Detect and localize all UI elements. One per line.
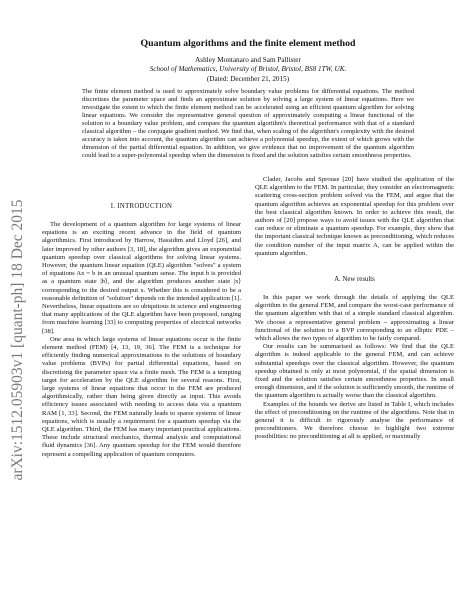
paper-date: (Dated: December 21, 2015) <box>206 75 290 83</box>
intro-paragraph-1: The development of a quantum algorithm for large systems of linear equations is an exciting recent advance in the field of quantum algorithmics. First introduced by Harrow, Hassidim and Lloyd [26], and later improved by other authors [3, 18], the algorithm gives an exponential quantum speedup over classical algorithms for solving linear systems. However, the quantum linear equation (QLE) algorithm "solves" a system of equations Ax = b in an unusual quantum sense. The input b is provided as a quantum state |b⟩, and the algorithm produces another state |x⟩ corresponding to the desired output x. Whether this is considered to be a reasonable definition of "solution" depends on the intended application [1]. Nevertheless, linear equations are so ubiquitous in science and engineering that many applications of the QLE algorithm have been proposed, ranging from machine learning [33] to computing properties of electrical networks [38]. <box>42 221 241 335</box>
right-column <box>255 176 454 442</box>
results-paragraph-2: Our results can be summarised as follows: We find that the QLE algorithm is indeed applicable to the general FEM, and can achieve substantial speedups over the classical algorithm. However, the quantum speedup obtained is only at most polynomial, if the spatial dimension is fixed and the solution satisfies certain smoothness properties. In small enough dimension, and if the solution is sufficiently smooth, the runtime of the quantum algorithm is actually worse than the classical algorithm. <box>255 343 454 400</box>
section-heading-introduction: I. INTRODUCTION <box>110 203 173 210</box>
subsection-heading-new-results: A. New results <box>334 276 375 284</box>
results-paragraph-3: Examples of the bounds we derive are listed in Table I, which includes the effect of preconditioning on the runtime of the algorithms. Note that in general it is difficult to rigorously analyse the performance of preconditioners. We therefore choose to highlight two extreme possibilities: no preconditioning at all is applied, or maximally <box>255 400 454 441</box>
clader-paragraph: Clader, Jacobs and Sprouse [20] have studied the application of the QLE algorithm to the FEM. In particular, they consider an electromagnetic scattering cross-section problem solved via the FEM, and argue that the quantum algorithm achieves an exponential speedup for this problem over the best classical algorithm known. In order to achieve this result, the authors of [20] propose ways to avoid issues with the QLE algorithm that can reduce or eliminate a quantum speedup. For example, they show that the important classical technique known as preconditioning, which reduces the condition number of the input matrix A, can be applied within the quantum algorithm. <box>255 176 454 257</box>
paper-title: Quantum algorithms and the finite element method <box>140 38 356 49</box>
arxiv-sidebar <box>6 190 30 490</box>
abstract: The finite element method is used to approximately solve boundary value problems for differential equations. The method discretises the parameter space and finds an approximate solution by solving a large system of linear equations. Here we investigate the extent to which the finite element method can be accelerated using an efficient quantum algorithm for solving linear equations. We consider the representative general question of approximately computing a linear functional of the solution to a boundary value problem, and compare the quantum algorithm's theoretical performance with that of a standard classical algorithm – the conjugate gradient method. We find that, when scaling of the algorithm's complexity with the desired accuracy is taken into account, the quantum algorithm can achieve a polynomial speedup, the extent of which grows with the dimension of the partial differential equation. In addition, we give evidence that no improvement of the quantum algorithm could lead to a super-polynomial speedup when the dimension is fixed and the solution satisfies certain smoothness properties. <box>82 88 414 160</box>
arxiv-identifier: arXiv:1512.05903v1 [quant-ph] 18 Dec 2015 <box>9 199 26 481</box>
intro-paragraph-2: One area in which large systems of linear equations occur is the finite element method (FEM) [4, 13, 19, 36]. The FEM is a technique for efficiently finding numerical approximations to the solutions of boundary value problems (BVPs) for partial differential equations, based on discretising the parameter space via a finite mesh. The FEM is a tempting target for acceleration by the QLE algorithm for several reasons. First, large systems of linear equations that occur in the FEM are produced algorithmically, rather than being given directly as input. This avoids efficiency issues associated with needing to access data via a quantum RAM [1, 33]. Second, the FEM naturally leads to sparse systems of linear equations, which is usually a requirement for a quantum speedup via the QLE algorithm. Third, the FEM has many important practical applications. These include structural mechanics, thermal analysis and computational fluid dynamics [36]. Any quantum speedup for the FEM would therefore represent a compelling application of quantum computers. <box>42 335 241 458</box>
author-affiliation: School of Mathematics, University of Bristol, Bristol, BS8 1TW, UK. <box>149 65 347 73</box>
paper-authors: Ashley Montanaro and Sam Pallister <box>195 56 301 64</box>
left-column <box>42 203 241 459</box>
results-paragraph-1: In this paper we work through the details of applying the QLE algorithm to the general FEM, and compare the worst-case performance of the quantum algorithm with that of a simple standard classical algorithm. We choose a representative general problem – approximating a linear functional of the solution to a BVP corresponding to an elliptic PDE – which allows the two types of algorithm to be fairly compared. <box>255 294 454 343</box>
paper-page <box>42 0 454 613</box>
